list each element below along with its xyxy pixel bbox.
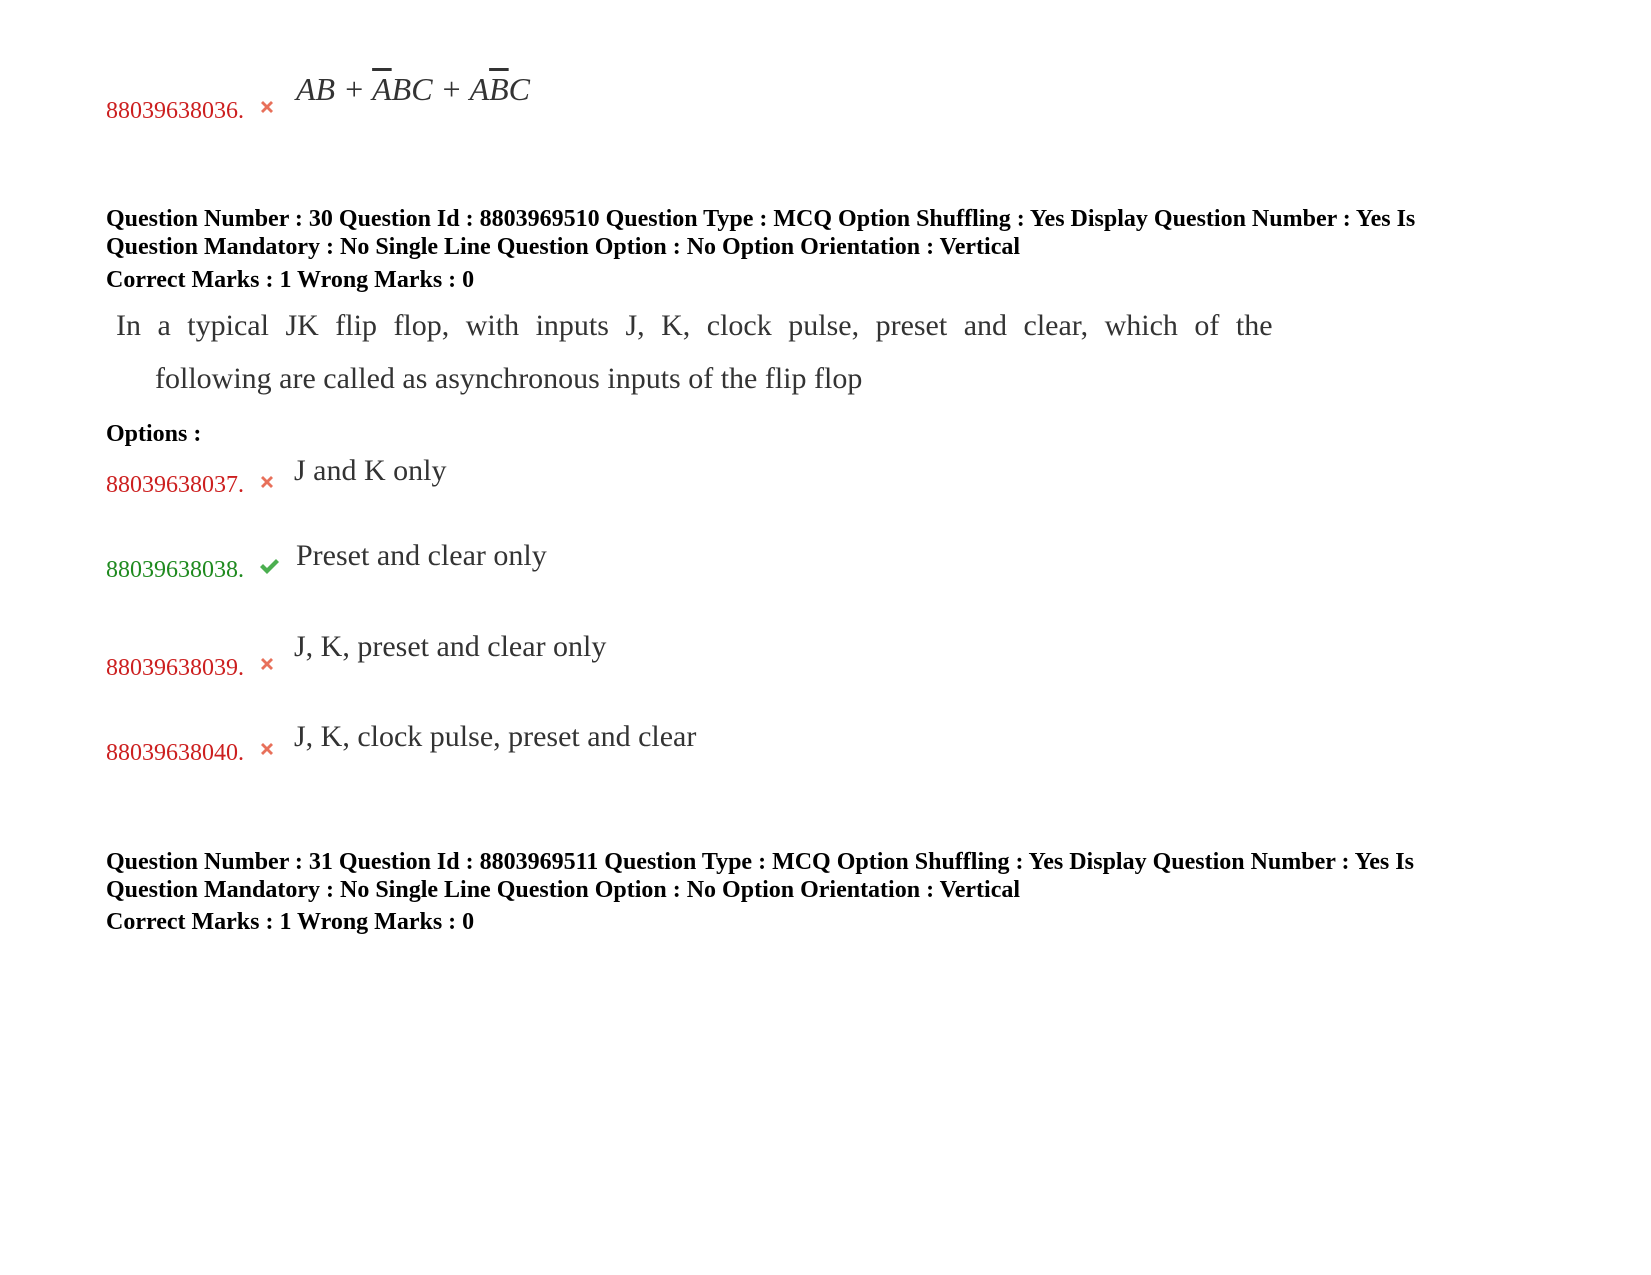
cross-icon xyxy=(258,655,276,673)
option-id: 88039638040. xyxy=(106,740,244,766)
option-text: J and K only xyxy=(294,454,447,487)
option-row xyxy=(106,454,1006,522)
option-row xyxy=(106,539,1006,607)
question-meta xyxy=(106,205,1546,261)
check-icon xyxy=(258,558,280,576)
option-text: J, K, preset and clear only xyxy=(294,630,607,663)
cross-icon xyxy=(258,473,276,491)
option-formula xyxy=(296,71,530,108)
option-id: 88039638038. xyxy=(106,557,244,583)
option-row xyxy=(106,71,1006,148)
cross-icon xyxy=(258,740,276,758)
formula-term-3: C xyxy=(508,71,530,107)
options-label: Options : xyxy=(106,421,202,447)
option-text: Preset and clear only xyxy=(296,539,547,572)
option-row xyxy=(106,630,1006,705)
meta-line-1: Question Number : 30 Question Id : 8803969510 Question Type : MCQ Option Shuffling : Yes Display Question Number : Yes Is xyxy=(106,206,1416,232)
formula-b-bar: $\overline{B}$ xyxy=(489,71,509,107)
cross-icon xyxy=(258,98,276,116)
question-text-line-2: following are called as asynchronous inputs of the flip flop xyxy=(155,362,863,395)
meta-line-2: Question Mandatory : No Single Line Question Option : No Option Orientation : Vertical xyxy=(106,877,1021,903)
formula-term-1: AB + xyxy=(296,71,373,107)
option-id: 88039638039. xyxy=(106,655,244,681)
option-id: 88039638037. xyxy=(106,472,244,498)
formula-a-bar: $\overline{A}$ xyxy=(372,71,392,107)
question-meta xyxy=(106,848,1546,904)
marks-line: Correct Marks : 1 Wrong Marks : 0 xyxy=(106,267,475,293)
meta-line-1: Question Number : 31 Question Id : 8803969511 Question Type : MCQ Option Shuffling : Yes Display Question Number : Yes Is xyxy=(106,849,1414,875)
option-id: 88039638036. xyxy=(106,98,244,124)
option-text: J, K, clock pulse, preset and clear xyxy=(294,720,697,753)
meta-line-2: Question Mandatory : No Single Line Question Option : No Option Orientation : Vertical xyxy=(106,234,1021,260)
question-text-line-1: In a typical JK flip flop, with inputs J, K, clock pulse, preset and clear, which of the xyxy=(116,309,1273,342)
formula-term-2: BC + A xyxy=(391,71,490,107)
marks-line: Correct Marks : 1 Wrong Marks : 0 xyxy=(106,909,475,935)
option-row xyxy=(106,720,1006,790)
